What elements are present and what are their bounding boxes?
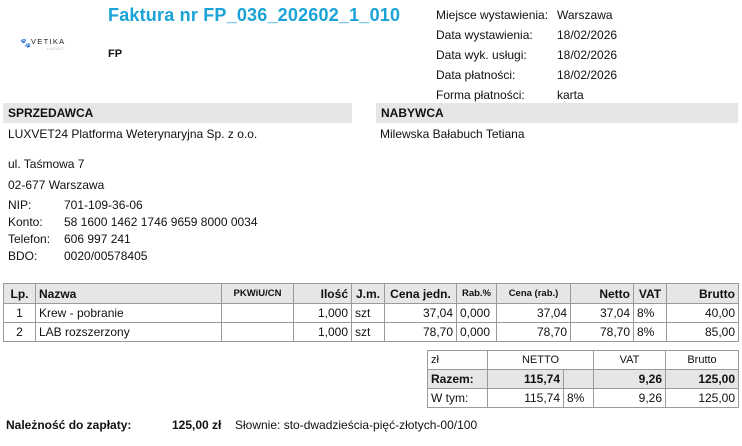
cell-discounted-price: 78,70	[497, 323, 571, 342]
cell-lp: 1	[4, 304, 36, 323]
cell-pkwiu	[222, 304, 294, 323]
info-value: 0020/00578405	[64, 248, 148, 263]
summary-rate-vat: 9,26	[594, 389, 666, 408]
seller-phone	[8, 230, 258, 247]
info-label: Konto:	[8, 214, 43, 229]
seller-info	[8, 196, 258, 264]
cell-vat: 8%	[634, 304, 667, 323]
summary-header-row	[428, 351, 739, 370]
buyer-name: Milewska Bałabuch Tetiana	[380, 127, 525, 141]
logo-text: VETIKA	[31, 37, 66, 46]
summary-total-rate	[564, 370, 594, 389]
summary-currency: zł	[428, 351, 488, 370]
amount-in-words: Słownie: sto-dwadzieścia-pięć-złotych-00/100	[235, 418, 478, 432]
col-header-vat: VAT	[634, 284, 667, 304]
cell-qty: 1,000	[294, 304, 352, 323]
info-label: NIP:	[8, 197, 32, 212]
seller-nip	[8, 196, 258, 213]
cell-brutto: 40,00	[667, 304, 739, 323]
col-header-brutto: Brutto	[667, 284, 739, 304]
cell-name: Krew - pobranie	[36, 304, 222, 323]
meta-place	[436, 5, 687, 25]
cell-netto: 78,70	[571, 323, 634, 342]
summary-total-row	[428, 370, 739, 389]
meta-value: 18/02/2026	[557, 28, 618, 42]
document-type: FP	[108, 48, 123, 60]
summary-total-netto: 115,74	[488, 370, 564, 389]
invoice-meta	[436, 5, 687, 105]
cell-unit-price: 37,04	[385, 304, 457, 323]
paw-icon: 🐾	[20, 38, 32, 48]
amount-due-label: Należność do zapłaty:	[6, 418, 132, 432]
cell-brutto: 85,00	[667, 323, 739, 342]
col-header-netto: Netto	[571, 284, 634, 304]
logo-subtext: LUXVET	[47, 47, 64, 51]
meta-payment-date	[436, 65, 687, 85]
summary-total-vat: 9,26	[594, 370, 666, 389]
seller-heading: SPRZEDAWCA	[3, 103, 352, 123]
meta-label: Data wyk. usługi:	[436, 48, 527, 62]
col-header-discounted-price: Cena (rab.)	[497, 284, 571, 304]
meta-value: 18/02/2026	[557, 48, 618, 62]
meta-label: Data płatności:	[436, 68, 516, 82]
cell-vat: 8%	[634, 323, 667, 342]
cell-discount: 0,000	[457, 323, 497, 342]
summary-total-label: Razem:	[428, 370, 488, 389]
info-value: 701-109-36-06	[64, 197, 143, 212]
col-header-qty: Ilość	[294, 284, 352, 304]
summary-total-brutto: 125,00	[666, 370, 739, 389]
summary-breakdown-row	[428, 389, 739, 408]
cell-netto: 37,04	[571, 304, 634, 323]
seller-street: ul. Taśmowa 7	[8, 157, 85, 171]
amount-due-value: 125,00 zł	[172, 418, 222, 432]
cell-unit-price: 78,70	[385, 323, 457, 342]
table-row	[4, 323, 739, 342]
info-label: BDO:	[8, 248, 38, 263]
seller-bdo	[8, 247, 258, 264]
col-header-pkwiu: PKWiU/CN	[222, 284, 294, 304]
col-header-discount: Rab.%	[457, 284, 497, 304]
summary-breakdown-label: W tym:	[428, 389, 488, 408]
info-value: 58 1600 1462 1746 9659 8000 0034	[64, 214, 258, 229]
seller-name: LUXVET24 Platforma Weterynaryjna Sp. z o.o.	[8, 127, 258, 141]
cell-lp: 2	[4, 323, 36, 342]
summary-brutto-label: Brutto	[666, 351, 739, 370]
items-table	[3, 283, 739, 342]
seller-account	[8, 213, 258, 230]
meta-issue-date	[436, 25, 687, 45]
cell-pkwiu	[222, 323, 294, 342]
summary-rate: 8%	[564, 389, 594, 408]
col-header-lp: Lp.	[4, 284, 36, 304]
meta-label: Data wystawienia:	[436, 28, 533, 42]
info-value: 606 997 241	[64, 231, 131, 246]
cell-name: LAB rozszerzony	[36, 323, 222, 342]
meta-label: Forma płatności:	[436, 88, 525, 102]
meta-service-date	[436, 45, 687, 65]
cell-discounted-price: 37,04	[497, 304, 571, 323]
summary-rate-netto: 115,74	[488, 389, 564, 408]
cell-qty: 1,000	[294, 323, 352, 342]
col-header-unit-price: Cena jedn.	[385, 284, 457, 304]
invoice-title: Faktura nr FP_036_202602_1_010	[108, 5, 401, 25]
summary-table	[427, 350, 739, 408]
buyer-heading: NABYWCA	[376, 103, 738, 123]
meta-value: Warszawa	[557, 8, 613, 22]
info-label: Telefon:	[8, 231, 51, 246]
summary-netto-label: NETTO	[488, 351, 594, 370]
col-header-unit: J.m.	[352, 284, 385, 304]
summary-rate-brutto: 125,00	[666, 389, 739, 408]
items-header-row	[4, 284, 739, 304]
company-logo	[20, 37, 75, 55]
cell-discount: 0,000	[457, 304, 497, 323]
meta-payment-method	[436, 85, 687, 105]
meta-label: Miejsce wystawienia:	[436, 8, 549, 22]
table-row	[4, 304, 739, 323]
meta-value: 18/02/2026	[557, 68, 618, 82]
seller-city: 02-677 Warszawa	[8, 178, 105, 192]
meta-value: karta	[557, 88, 584, 102]
cell-unit: szt	[352, 323, 385, 342]
col-header-name: Nazwa	[36, 284, 222, 304]
cell-unit: szt	[352, 304, 385, 323]
summary-vat-label: VAT	[594, 351, 666, 370]
